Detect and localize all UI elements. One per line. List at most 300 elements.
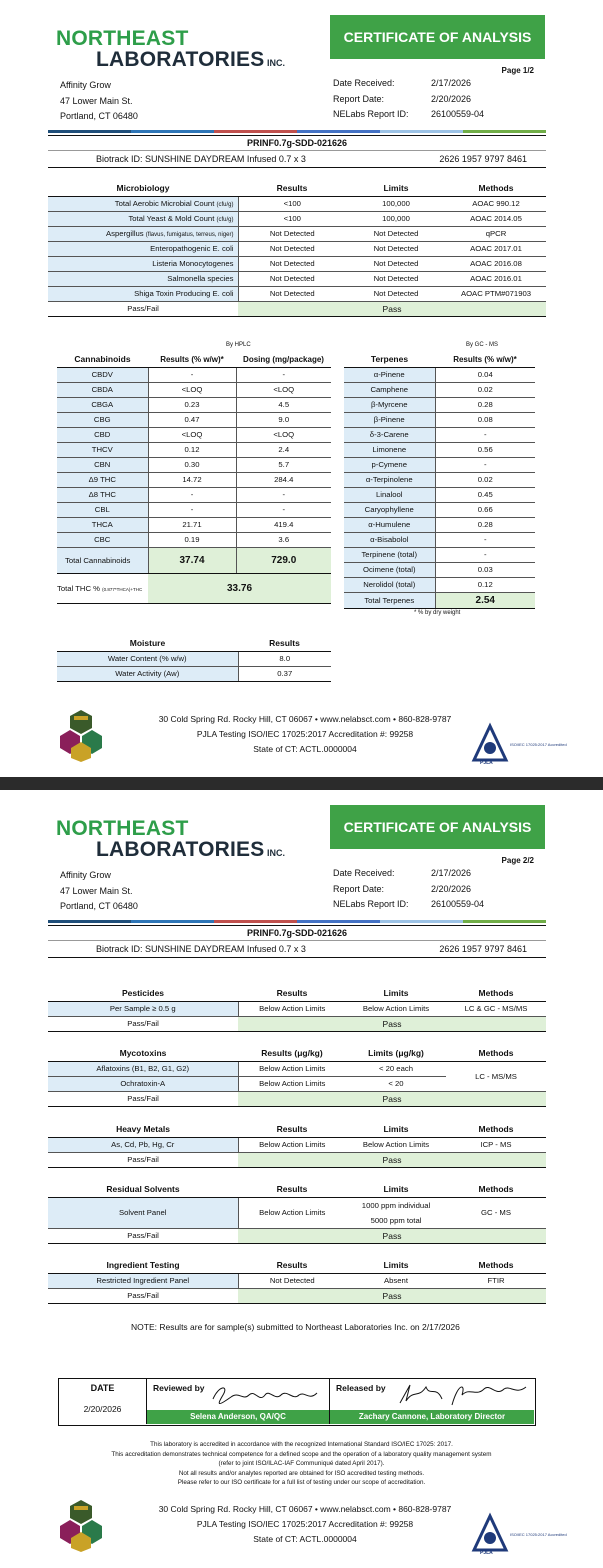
releaser-name: Zachary Cannone, Laboratory Director	[330, 1410, 534, 1424]
methods-header: Methods	[446, 986, 546, 1001]
lab-logo	[56, 28, 285, 70]
micro-analyte	[48, 196, 238, 211]
terpene-result: 0.28	[435, 517, 535, 532]
micro-limit: Not Detected	[346, 226, 446, 241]
footer-address: 30 Cold Spring Rd. Rocky Hill, CT 06067 • www.nelabsct.com • 860-828-9787	[158, 714, 452, 724]
total-cannabinoids-result: 37.74	[148, 547, 236, 573]
ingredient-method: FTIR	[446, 1273, 546, 1288]
sign-date: 2/20/2026	[83, 1404, 122, 1414]
table-row	[57, 427, 331, 442]
disclaimer-line: (refer to joint ISO/ILAC-IAF Communiqué dated April 2017).	[218, 1460, 385, 1467]
cannabinoid-result: <LOQ	[148, 382, 236, 397]
analyte-name: Total Yeast & Mold Count	[128, 214, 215, 223]
logo-inc: INC.	[266, 58, 285, 68]
date-received-label: Date Received:	[333, 868, 395, 878]
page-1	[0, 0, 603, 777]
disclaimer-line: This accreditation demonstrates technical competence for a defined scope and the operation of a laboratory quality management system	[111, 1450, 492, 1458]
metals-result: Below Action Limits	[238, 1137, 346, 1152]
passfail-label: Pass/Fail	[48, 301, 238, 316]
terp-results-header: Results (% w/w)*	[435, 352, 535, 367]
table-row	[344, 442, 535, 457]
heavy-metals-header: Heavy Metals	[48, 1122, 238, 1137]
micro-limit: Not Detected	[346, 256, 446, 271]
analyte-name: Shiga Toxin Producing E. coli	[134, 289, 234, 298]
residual-solvents-table	[48, 1182, 546, 1244]
terpene-name: α-Humulene	[344, 517, 435, 532]
pesticide-method: LC & GC - MS/MS	[446, 1001, 546, 1016]
client-street: 47 Lower Main St.	[60, 885, 133, 896]
cannabinoid-name: CBL	[57, 502, 148, 517]
cannabinoid-result: 0.23	[148, 397, 236, 412]
signature-box	[58, 1378, 536, 1426]
gcms-label: By GC - MS	[466, 342, 499, 348]
micro-analyte	[48, 211, 238, 226]
heavy-metals-table	[48, 1122, 546, 1168]
micro-result: <100	[238, 211, 346, 226]
cannabinoid-dose: <LOQ	[236, 427, 331, 442]
micro-analyte	[48, 256, 238, 271]
passfail-value: Pass	[238, 301, 546, 316]
terpene-result: -	[435, 457, 535, 472]
passfail-value: Pass	[238, 1152, 546, 1167]
page-2	[0, 790, 603, 1567]
cannabinoid-result: 14.72	[148, 472, 236, 487]
table-row	[344, 412, 535, 427]
page-separator	[0, 777, 603, 790]
logo-inc: INC.	[266, 848, 285, 858]
micro-header: Microbiology	[48, 181, 238, 196]
pesticides-header: Pesticides	[48, 986, 238, 1001]
cannabinoid-dose: 4.5	[236, 397, 331, 412]
client-city: Portland, CT 06480	[60, 111, 138, 121]
biotrack-name: SUNSHINE DAYDREAM Infused 0.7 x 3	[145, 944, 306, 954]
terpene-result: 0.04	[435, 367, 535, 382]
table-row	[344, 532, 535, 547]
hplc-label: By HPLC	[226, 342, 251, 348]
analyte-name: Salmonella species	[167, 274, 234, 283]
report-date: 2/20/2026	[431, 883, 472, 894]
table-row	[57, 442, 331, 457]
table-row	[57, 367, 331, 382]
report-date-label: Report Date:	[333, 883, 385, 894]
terpene-name: α-Pinene	[344, 367, 435, 382]
terpene-result: 0.66	[435, 502, 535, 517]
cannabinoid-dose: 2.4	[236, 442, 331, 457]
microbiology-table	[48, 181, 546, 317]
micro-result: Not Detected	[238, 286, 346, 301]
color-bar	[48, 130, 546, 133]
table-row	[57, 517, 331, 532]
moisture-header: Moisture	[57, 636, 238, 651]
table-row	[344, 382, 535, 397]
terpene-name: p-Cymene	[344, 457, 435, 472]
table-row	[48, 196, 546, 211]
terpene-result: 0.08	[435, 412, 535, 427]
results-header: Results	[238, 1258, 346, 1273]
sample-id-box	[48, 135, 546, 168]
date-cell	[59, 1379, 147, 1424]
accreditation-badges-icon	[60, 1498, 102, 1552]
limits-header: Limits	[346, 1122, 446, 1137]
total-thc-value: 33.76	[148, 573, 331, 603]
certificate-title: CERTIFICATE OF ANALYSIS	[330, 805, 545, 849]
cannabinoid-result: 0.47	[148, 412, 236, 427]
footer	[0, 1498, 603, 1568]
passfail-value: Pass	[238, 1228, 546, 1243]
terpene-result: -	[435, 547, 535, 562]
analyte-name: Listeria Monocytogenes	[152, 259, 234, 268]
color-bar	[48, 920, 546, 923]
table-row	[48, 271, 546, 286]
terpene-name: α-Terpinolene	[344, 472, 435, 487]
cannabinoid-result: 0.19	[148, 532, 236, 547]
total-cannabinoids-dose: 729.0	[236, 547, 331, 573]
table-row	[344, 427, 535, 442]
iso-text: ISO/IEC 17025:2017 Accredited	[510, 1532, 567, 1537]
table-row	[344, 487, 535, 502]
cannabinoid-name: CBDA	[57, 382, 148, 397]
total-terpenes-label: Total Terpenes	[344, 592, 435, 608]
terpene-name: α-Bisabolol	[344, 532, 435, 547]
methods-header: Methods	[446, 1122, 546, 1137]
passfail-label: Pass/Fail	[48, 1228, 238, 1243]
solvent-panel-label: Solvent Panel	[48, 1197, 238, 1228]
passfail-label: Pass/Fail	[48, 1152, 238, 1167]
note-text: NOTE: Results are for sample(s) submitted to Northeast Laboratories Inc. on	[131, 1322, 420, 1332]
lab-logo	[56, 818, 285, 860]
micro-method: AOAC 2017.01	[446, 241, 546, 256]
table-row	[57, 502, 331, 517]
logo-line1: NORTHEAST	[56, 817, 189, 840]
total-thc-formula: (0.877*THCA)+THC	[102, 586, 143, 592]
terpene-result: 0.02	[435, 472, 535, 487]
submission-note	[131, 1322, 460, 1332]
cann-results-header: Results (% w/w)*	[148, 352, 236, 367]
terpene-name: Limonene	[344, 442, 435, 457]
cannabinoid-dose: -	[236, 367, 331, 382]
solvent-method: GC - MS	[446, 1197, 546, 1228]
cannabinoids-header: Cannabinoids	[57, 352, 148, 367]
pesticide-limit: Below Action Limits	[346, 1001, 446, 1016]
aflatoxins-label: Aflatoxins (B1, B2, G1, G2)	[48, 1061, 238, 1076]
sample-sku: PRINF0.7g-SDD-021626	[48, 928, 546, 941]
mycotoxins-header: Mycotoxins	[48, 1046, 238, 1061]
cannabinoid-name: CBGA	[57, 397, 148, 412]
dry-weight-footnote: * % by dry weight	[414, 610, 461, 616]
cannabinoids-table	[57, 352, 331, 604]
cannabinoid-dose: -	[236, 502, 331, 517]
limits-header: Limits	[346, 1258, 446, 1273]
analyte-name: Enteropathogenic E. coli	[150, 244, 234, 253]
cannabinoid-name: CBD	[57, 427, 148, 442]
ingredient-limit: Absent	[346, 1273, 446, 1288]
cannabinoid-name: Δ9 THC	[57, 472, 148, 487]
micro-analyte	[48, 286, 238, 301]
cannabinoid-name: CBDV	[57, 367, 148, 382]
cann-dosing-header: Dosing (mg/package)	[236, 352, 331, 367]
aflatoxins-limit: < 20 each	[346, 1061, 446, 1076]
disclaimer-line: This laboratory is accredited in accordance with the recognized International Standard ISO/IEC 17025: 2017.	[150, 1441, 453, 1448]
cannabinoid-dose: 419.4	[236, 517, 331, 532]
table-row	[57, 412, 331, 427]
results-header: Results	[238, 181, 346, 196]
analyte-unit: (cfu/g)	[216, 217, 234, 223]
terpenes-header: Terpenes	[344, 352, 435, 367]
date-label: DATE	[90, 1383, 115, 1393]
micro-limit: Not Detected	[346, 271, 446, 286]
reviewed-cell	[147, 1379, 330, 1424]
sample-id-box	[48, 925, 546, 958]
table-row	[57, 472, 331, 487]
table-row	[344, 547, 535, 562]
cannabinoid-result: -	[148, 502, 236, 517]
table-row	[344, 397, 535, 412]
results-header: Results	[238, 986, 346, 1001]
cannabinoid-name: CBN	[57, 457, 148, 472]
terpene-result: -	[435, 532, 535, 547]
cannabinoid-name: CBG	[57, 412, 148, 427]
micro-method: AOAC 2014.05	[446, 211, 546, 226]
note-date: 2/17/2026	[422, 1322, 460, 1332]
micro-method: AOAC PTM#071903	[446, 286, 546, 301]
biotrack-name: SUNSHINE DAYDREAM Infused 0.7 x 3	[145, 154, 306, 164]
micro-result: Not Detected	[238, 256, 346, 271]
accreditation-disclaimer	[40, 1440, 563, 1488]
table-row	[57, 457, 331, 472]
terpene-result: 0.02	[435, 382, 535, 397]
table-row	[344, 577, 535, 592]
methods-header: Methods	[446, 181, 546, 196]
cannabinoid-name: THCV	[57, 442, 148, 457]
page-number: Page 2/2	[501, 856, 534, 865]
cannabinoid-name: THCA	[57, 517, 148, 532]
passfail-label: Pass/Fail	[48, 1288, 238, 1303]
disclaimer-line: Not all results and/or analytes reported are obtained for ISO accredited testing methods.	[178, 1469, 425, 1477]
micro-method: AOAC 2016.01	[446, 271, 546, 286]
limits-header: Limits	[346, 986, 446, 1001]
biotrack-label: Biotrack ID:	[96, 154, 143, 164]
pesticide-sample: Per Sample ≥ 0.5 g	[48, 1001, 238, 1016]
biotrack-number: 2626 1957 9797 8461	[439, 154, 527, 164]
micro-limit: 100,000	[346, 196, 446, 211]
water-activity-label: Water Activity (Aw)	[57, 666, 238, 681]
micro-analyte	[48, 226, 238, 241]
reviewer-name: Selena Anderson, QA/QC	[147, 1410, 329, 1424]
logo-line2: LABORATORIES	[96, 838, 265, 861]
micro-limit: Not Detected	[346, 286, 446, 301]
terpene-result: -	[435, 427, 535, 442]
mycotoxins-table	[48, 1046, 546, 1107]
cannabinoid-dose: -	[236, 487, 331, 502]
pesticides-table	[48, 986, 546, 1032]
cannabinoid-result: 21.71	[148, 517, 236, 532]
logo-line2: LABORATORIES	[96, 48, 265, 71]
terpene-name: Caryophyllene	[344, 502, 435, 517]
table-row	[344, 367, 535, 382]
methods-header: Methods	[446, 1182, 546, 1197]
terpene-result: 0.12	[435, 577, 535, 592]
terpenes-table	[344, 352, 535, 609]
pjla-logo-icon	[470, 720, 567, 766]
client-city: Portland, CT 06480	[60, 901, 138, 911]
passfail-label: Pass/Fail	[48, 1016, 238, 1031]
passfail-value: Pass	[238, 1016, 546, 1031]
results-header: Results (μg/kg)	[238, 1046, 346, 1061]
cannabinoid-result: 0.12	[148, 442, 236, 457]
date-received-label: Date Received:	[333, 78, 395, 88]
cannabinoid-dose: 5.7	[236, 457, 331, 472]
micro-method: AOAC 990.12	[446, 196, 546, 211]
micro-limit: Not Detected	[346, 241, 446, 256]
total-thc-label: Total THC %	[57, 583, 101, 593]
micro-limit: 100,000	[346, 211, 446, 226]
water-activity-value: 0.37	[238, 666, 331, 681]
table-row	[48, 256, 546, 271]
terpene-name: β-Myrcene	[344, 397, 435, 412]
residual-solvents-header: Residual Solvents	[48, 1182, 238, 1197]
table-row	[48, 241, 546, 256]
report-dates	[333, 76, 485, 123]
report-id: 26100559-04	[431, 109, 485, 119]
terpene-name: Ocimene (total)	[344, 562, 435, 577]
micro-result: Not Detected	[238, 241, 346, 256]
results-header: Results	[238, 1182, 346, 1197]
cannabinoid-dose: 3.6	[236, 532, 331, 547]
water-content-value: 8.0	[238, 651, 331, 666]
logo-line1: NORTHEAST	[56, 27, 189, 50]
solvent-limit-individual: 1000 ppm individual	[361, 1200, 431, 1210]
table-row	[344, 502, 535, 517]
footer-address: 30 Cold Spring Rd. Rocky Hill, CT 06067 • www.nelabsct.com • 860-828-9787	[158, 1504, 452, 1514]
sample-sku: PRINF0.7g-SDD-021626	[48, 138, 546, 151]
water-content-label: Water Content (% w/w)	[57, 651, 238, 666]
ingredient-testing-header: Ingredient Testing	[48, 1258, 238, 1273]
table-row	[48, 226, 546, 241]
terpene-result: 0.45	[435, 487, 535, 502]
table-row	[57, 532, 331, 547]
date-received: 2/17/2026	[431, 868, 472, 878]
micro-result: Not Detected	[238, 226, 346, 241]
footer-state-license: State of CT: ACTL.0000004	[253, 1534, 357, 1544]
methods-header: Methods	[446, 1258, 546, 1273]
ingredient-testing-table	[48, 1258, 546, 1304]
report-dates	[333, 866, 485, 913]
released-cell	[330, 1379, 534, 1424]
table-row	[57, 487, 331, 502]
reviewer-signature-icon	[209, 1381, 321, 1409]
biotrack-label: Biotrack ID:	[96, 944, 143, 954]
results-header: Results	[238, 1122, 346, 1137]
cannabinoid-result: -	[148, 487, 236, 502]
moisture-table	[57, 636, 331, 682]
certificate-title: CERTIFICATE OF ANALYSIS	[330, 15, 545, 59]
total-cannabinoids-label: Total Cannabinoids	[57, 547, 148, 573]
cannabinoid-dose: 284.4	[236, 472, 331, 487]
report-date-label: Report Date:	[333, 93, 385, 104]
myco-method: LC - MS/MS	[446, 1061, 546, 1091]
methods-header: Methods	[446, 1046, 546, 1061]
metals-method: ICP - MS	[446, 1137, 546, 1152]
micro-result: Not Detected	[238, 271, 346, 286]
terpene-result: 0.03	[435, 562, 535, 577]
pjla-text: PJLA	[480, 1550, 493, 1556]
ochratoxin-result: Below Action Limits	[238, 1076, 346, 1091]
terpene-result: 0.56	[435, 442, 535, 457]
page-number: Page 1/2	[501, 66, 534, 75]
date-received: 2/17/2026	[431, 78, 472, 88]
micro-analyte	[48, 271, 238, 286]
analyte-unit: (cfu/g)	[216, 202, 234, 208]
table-row	[344, 472, 535, 487]
terpene-name: β-Pinene	[344, 412, 435, 427]
client-address	[60, 78, 138, 125]
passfail-value: Pass	[238, 1091, 546, 1106]
micro-result: <100	[238, 196, 346, 211]
limits-header: Limits (μg/kg)	[346, 1046, 446, 1061]
released-label: Released by	[336, 1383, 386, 1393]
client-name: Affinity Grow	[60, 870, 111, 880]
limits-header: Limits	[346, 1182, 446, 1197]
cannabinoid-dose: <LOQ	[236, 382, 331, 397]
terpene-name: Terpinene (total)	[344, 547, 435, 562]
cannabinoid-name: CBC	[57, 532, 148, 547]
solvent-limit-total: 5000 ppm total	[370, 1215, 422, 1225]
table-row	[57, 397, 331, 412]
moisture-results-header: Results	[238, 636, 331, 651]
table-row	[344, 562, 535, 577]
pjla-logo-icon	[470, 1510, 567, 1556]
cannabinoid-name: Δ8 THC	[57, 487, 148, 502]
terpene-name: δ-3-Carene	[344, 427, 435, 442]
reviewed-label: Reviewed by	[153, 1383, 205, 1393]
aflatoxins-result: Below Action Limits	[238, 1061, 346, 1076]
micro-method: qPCR	[446, 226, 546, 241]
table-row	[344, 517, 535, 532]
terpene-name: Linalool	[344, 487, 435, 502]
accreditation-badges-icon	[60, 708, 102, 762]
ingredient-panel-label: Restricted Ingredient Panel	[48, 1273, 238, 1288]
biotrack-number: 2626 1957 9797 8461	[439, 944, 527, 954]
footer-accreditation: PJLA Testing ISO/IEC 17025:2017 Accreditation #: 99258	[196, 729, 414, 739]
pjla-text: PJLA	[480, 760, 493, 766]
metals-limit: Below Action Limits	[346, 1137, 446, 1152]
footer	[0, 708, 603, 778]
terpene-result: 0.28	[435, 397, 535, 412]
disclaimer-line: Please refer to our ISO certificate for a full list of testing under our scope of accreditation.	[177, 1479, 426, 1486]
analyte-name: Aspergillus	[106, 229, 144, 238]
terpene-name: Camphene	[344, 382, 435, 397]
micro-method: AOAC 2016.08	[446, 256, 546, 271]
analyte-name: Total Aerobic Microbial Count	[114, 199, 215, 208]
report-date: 2/20/2026	[431, 93, 472, 104]
client-address	[60, 868, 138, 915]
cannabinoid-result: -	[148, 367, 236, 382]
ochratoxin-label: Ochratoxin-A	[48, 1076, 238, 1091]
cannabinoid-dose: 9.0	[236, 412, 331, 427]
terpene-name: Nerolidol (total)	[344, 577, 435, 592]
ingredient-result: Not Detected	[238, 1273, 346, 1288]
iso-text: ISO/IEC 17025:2017 Accredited	[510, 742, 567, 747]
passfail-label: Pass/Fail	[48, 1091, 238, 1106]
passfail-value: Pass	[238, 1288, 546, 1303]
pesticide-result: Below Action Limits	[238, 1001, 346, 1016]
footer-accreditation: PJLA Testing ISO/IEC 17025:2017 Accreditation #: 99258	[196, 1519, 414, 1529]
analyte-unit: (flavus, fumigatus, terreus, niger)	[145, 232, 234, 238]
cannabinoid-result: <LOQ	[148, 427, 236, 442]
report-id: 26100559-04	[431, 899, 485, 909]
table-row	[48, 286, 546, 301]
solvent-result: Below Action Limits	[238, 1197, 346, 1228]
